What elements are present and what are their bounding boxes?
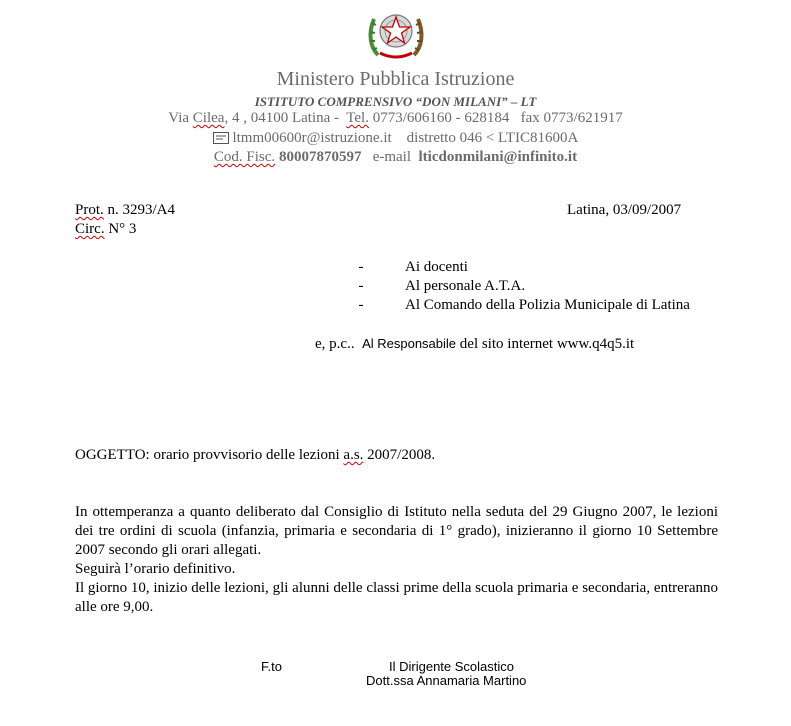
- subject-year: 2007/2008.: [367, 447, 436, 463]
- email-line: [0, 130, 791, 147]
- recipient-police: Al Comando della Polizia Municipale di Latina: [405, 297, 690, 313]
- cod-fisc-value: 80007870597: [278, 149, 362, 165]
- cc-responsabile: Al Responsabile: [362, 336, 457, 351]
- ministry-title: Ministero Pubblica Istruzione: [276, 68, 515, 90]
- signature-role: Il Dirigente Scolastico: [389, 659, 514, 674]
- tel-label: Tel.: [346, 110, 369, 126]
- institutional-email: ltmm00600r@istruzione.it: [232, 130, 392, 146]
- body-paragraph: Seguirà l’orario definitivo.: [75, 561, 236, 577]
- cc-line: [315, 335, 634, 353]
- recipient-dash: -: [358, 259, 364, 275]
- subject-prefix: OGGETTO: orario provvisorio delle lezioni: [75, 447, 340, 463]
- tax-code-line: [0, 149, 791, 166]
- address-street: Cilea: [192, 110, 225, 126]
- cod-fisc-label: Cod. Fisc.: [213, 149, 276, 165]
- body-paragraph: Il giorno 10, inizio delle lezioni, gli alunni delle classi prime della scuola primaria e secondaria, entreranno alle ore 9,00.: [75, 580, 718, 615]
- recipient-teachers: Ai docenti: [405, 259, 468, 275]
- district-code: distretto 046 < LTIC81600A: [406, 130, 579, 146]
- circular-number: [75, 221, 136, 238]
- circ-value: N° 3: [108, 221, 137, 237]
- recipient-dash: -: [358, 278, 364, 294]
- signature-fto: F.to: [261, 659, 282, 674]
- circ-label: Circ.: [75, 221, 105, 237]
- signature-name: Dott.ssa Annamaria Martino: [366, 673, 527, 688]
- subject-line: [75, 447, 435, 464]
- address-rest: , 4 , 04100 Latina -: [224, 110, 340, 126]
- prot-value: n. 3293/A4: [107, 202, 176, 218]
- body-paragraph: In ottemperanza a quanto deliberato dal Consiglio di Istituto nella seduta del 29 Giugno 2007, le lezioni dei tre ordini di scuola (infanzia, primaria e secondaria di 1° grado), inizieranno il giorno 10 Settembre 2007 secondo gli orari allegati.: [75, 504, 718, 558]
- recipient-dash: -: [358, 297, 364, 313]
- protocol-number: [75, 202, 175, 219]
- fax-number: fax 0773/621917: [520, 110, 623, 126]
- envelope-icon: [213, 132, 229, 144]
- tel-value: 0773/606160 - 628184: [372, 110, 510, 126]
- address-via: Via: [168, 110, 190, 126]
- cc-website: del sito internet www.q4q5.it: [459, 336, 635, 352]
- place-date: Latina, 03/09/2007: [567, 202, 682, 218]
- cc-label: e, p.c..: [315, 336, 355, 352]
- institute-name: ISTITUTO COMPRENSIVO “DON MILANI” – LT: [254, 94, 537, 109]
- prot-label: Prot.: [75, 202, 104, 218]
- email-address: lticdonmilani@infinito.it: [418, 149, 578, 165]
- email-label: e-mail: [372, 149, 412, 165]
- address-line: [0, 110, 791, 127]
- subject-abbr: a.s.: [343, 447, 364, 463]
- recipient-ata-staff: Al personale A.T.A.: [405, 278, 526, 294]
- italian-republic-emblem-icon: [366, 3, 426, 61]
